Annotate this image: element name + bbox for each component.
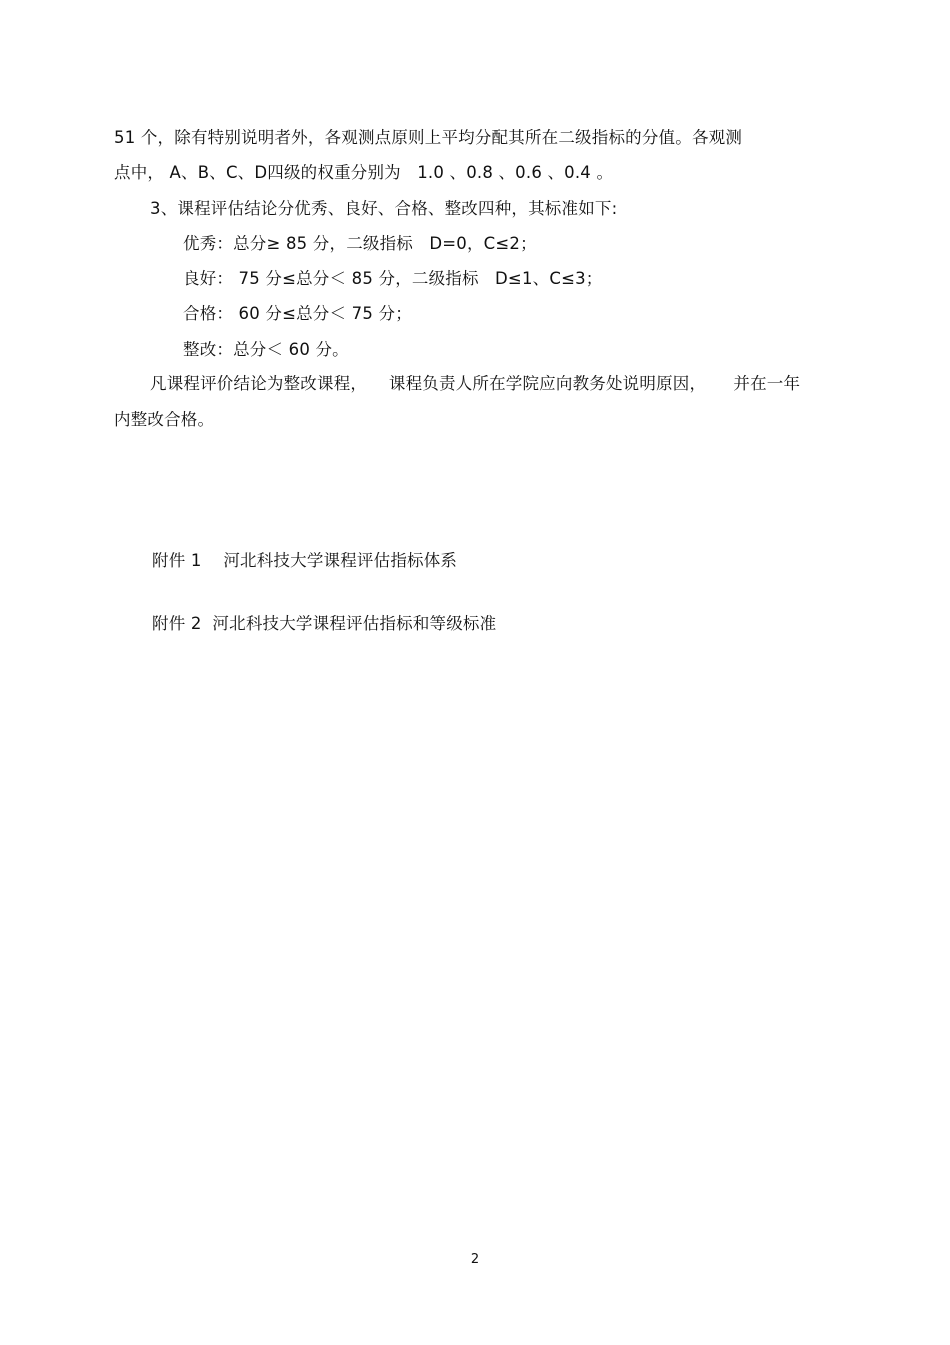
paragraph-2-line-2: 内整改合格。 bbox=[114, 410, 215, 429]
paragraph-1-line-2: 点中， A、B、C、D四级的权重分别为 1.0 、0.8 、0.6 、0.4 。 bbox=[114, 163, 614, 182]
grade-good: 良好： 75 分≤总分＜ 85 分，二级指标 D≤1、C≤3； bbox=[183, 269, 603, 288]
paragraph-2-line-1: 凡课程评价结论为整改课程， 课程负责人所在学院应向教务处说明原因， 并在一年 bbox=[150, 374, 801, 393]
item-3-grading-intro: 3、课程评估结论分优秀、良好、合格、整改四种，其标准如下: bbox=[150, 199, 618, 218]
attachment-1: 附件 1 河北科技大学课程评估指标体系 bbox=[152, 551, 458, 570]
attachment-2: 附件 2 河北科技大学课程评估指标和等级标准 bbox=[152, 614, 497, 633]
grade-rectify: 整改：总分＜ 60 分。 bbox=[183, 340, 349, 359]
grade-excellent: 优秀：总分≥ 85 分，二级指标 D=0，C≤2； bbox=[183, 234, 537, 253]
paragraph-1-line-1: 51 个，除有特别说明者外，各观测点原则上平均分配其所在二级指标的分值。各观测 bbox=[114, 128, 743, 147]
page-number: 2 bbox=[470, 1252, 480, 1267]
grade-pass: 合格： 60 分≤总分＜ 75 分； bbox=[183, 304, 412, 323]
